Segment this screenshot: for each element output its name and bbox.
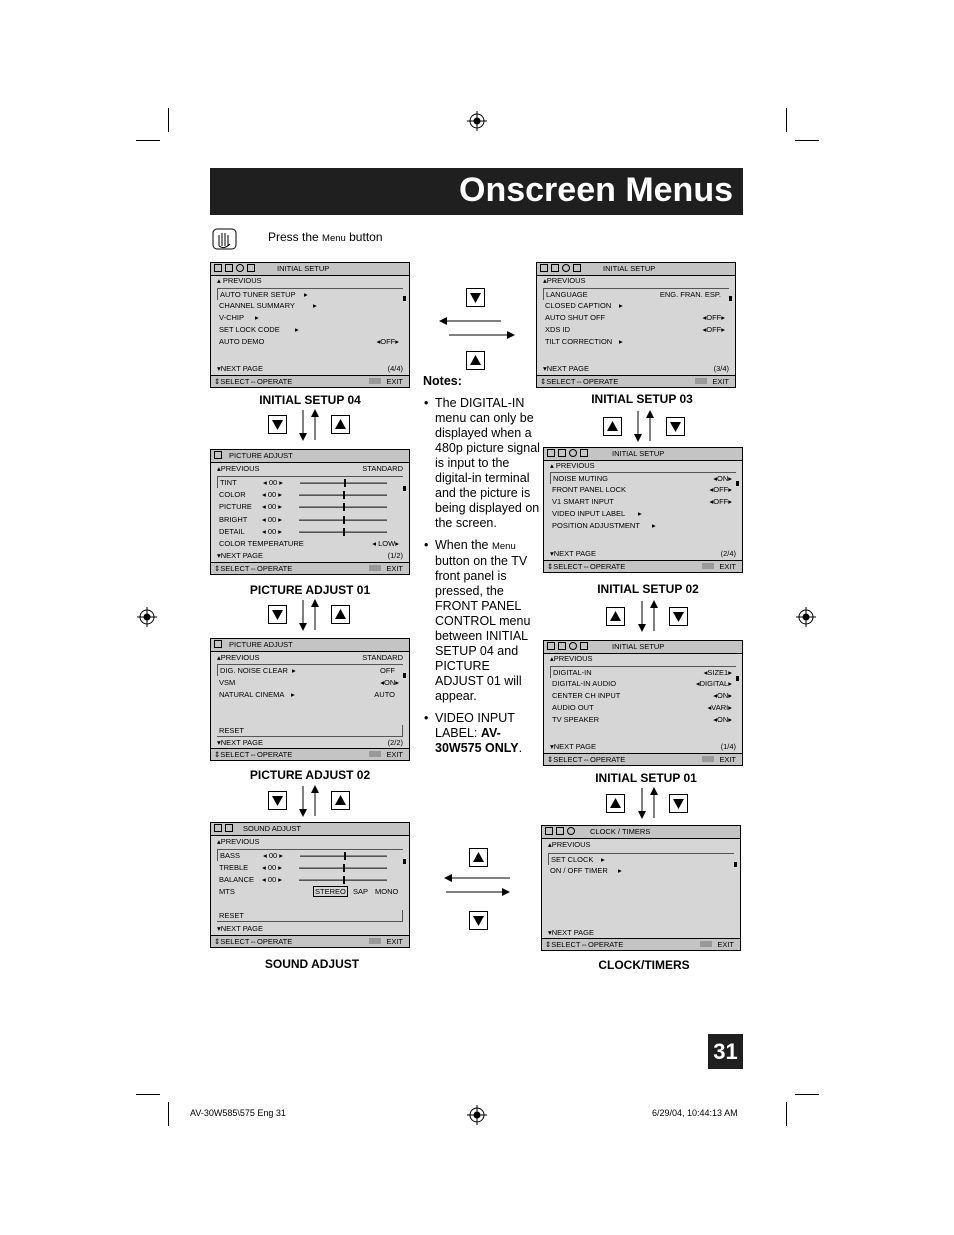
slider-label: PICTURE [219, 502, 252, 511]
slider-track[interactable] [299, 519, 387, 521]
slider-track[interactable] [299, 867, 387, 869]
down-button-icon [669, 607, 688, 626]
slider-row[interactable] [217, 526, 403, 537]
sound-adjust-menu: SOUND ADJUST ▴PREVIOUS BASS ◂ 00 ▸ TREBLE ◂ 00 ▸ BALANCE ◂ 00 ▸ MTS STEREO SAP MONO RESET ▾NEXT PAGE ⇕SELECT⇔OPERATE EXIT [210, 822, 410, 948]
up-button-icon [603, 417, 622, 436]
slider-value: ◂ 00 ▸ [262, 502, 283, 511]
up-button-icon [466, 351, 485, 370]
slider-value: ◂ 00 ▸ [262, 514, 283, 524]
slider-label: BRIGHT [219, 514, 248, 524]
crop-mark [786, 1102, 787, 1126]
menu-caption: INITIAL SETUP 04 [259, 393, 361, 407]
slider-value: ◂ 00 ▸ [263, 478, 284, 487]
menu-item[interactable]: AUDIO OUT ◂VARI▸ [552, 703, 732, 712]
vertical-arrows-icon [297, 408, 323, 442]
note-item: • The DIGITAL-IN menu can only be displayed when a 480p picture signal is input to the digital-in terminal and the picture is being displayed on the screen. [435, 396, 541, 531]
up-button-icon [331, 415, 350, 434]
initial-setup-04-menu: INITIAL SETUP ▴ PREVIOUS AUTO TUNER SETUP ▸ CHANNEL SUMMARY ▸ V-CHIP ▸ SET LOCK CODE ▸ AUTO DEMO ◂OFF▸ ▾NEXT PAGE (4/4) ⇕SELECT⇔OPERATE EXIT [210, 262, 410, 388]
initial-setup-02-menu: INITIAL SETUP ▴ PREVIOUS NOISE MUTING ◂ON▸ FRONT PANEL LOCK ◂OFF▸ V1 SMART INPUT ◂OFF▸ VIDEO INPUT LABEL ▸ POSITION ADJUSTMENT ▸ ▾NEXT PAGE (2/4) ⇕SELECT⇔OPERATE EXIT [543, 447, 743, 573]
slider-knob[interactable] [344, 479, 346, 487]
vertical-arrows-icon [636, 599, 662, 633]
menu-item[interactable]: V1 SMART INPUT ◂OFF▸ [552, 497, 732, 506]
slider-knob[interactable] [343, 528, 345, 536]
slider-label: TINT [220, 478, 237, 487]
slider-knob[interactable] [343, 516, 345, 524]
initial-setup-01-menu: INITIAL SETUP ▴PREVIOUS DIGITAL-IN ◂SIZE1▸ DIGITAL-IN AUDIO ◂DIGITAL▸ CENTER CH INPUT ◂ON▸ AUDIO OUT ◂VARI▸ TV SPEAKER ◂ON▸ ▾NEXT PAGE (1/4) ⇕SELECT⇔OPERATE EXIT [543, 640, 743, 766]
slider-knob[interactable] [343, 876, 345, 884]
menu-item[interactable]: CLOSED CAPTION ▸ [545, 301, 623, 310]
menu-item[interactable]: AUTO TUNER SETUP ▸ [217, 288, 403, 300]
initial-setup-03-menu: INITIAL SETUP ▴PREVIOUS LANGUAGE ENG. FRAN. ESP. CLOSED CAPTION ▸ AUTO SHUT OFF ◂OFF▸ XDS ID ◂OFF▸ TILT CORRECTION ▸ ▾NEXT PAGE (3/4) ⇕SELECT⇔OPERATE EXIT [536, 262, 736, 388]
menu-caption: SOUND ADJUST [264, 957, 360, 971]
slider-row[interactable] [217, 489, 403, 500]
slider-knob[interactable] [343, 503, 345, 511]
menu-item[interactable]: NOISE MUTING ◂ON▸ [550, 472, 736, 484]
menu-item[interactable]: SET CLOCK ▸ [548, 853, 734, 865]
slider-label: COLOR [219, 489, 246, 499]
up-button-icon [469, 848, 488, 867]
menu-item[interactable]: FRONT PANEL LOCK ◂OFF▸ [552, 485, 732, 494]
slider-track[interactable] [299, 879, 387, 881]
notes-heading: Notes: [423, 374, 462, 388]
slider-track[interactable] [299, 494, 387, 496]
slider-value: ◂ 00 ▸ [262, 875, 283, 884]
slider-value: ◂ 00 ▸ [263, 851, 284, 860]
down-button-icon [268, 791, 287, 810]
menu-item[interactable]: VSM ◂ON▸ [219, 678, 399, 687]
up-button-icon [606, 794, 625, 813]
menu-item[interactable]: DIG. NOISE CLEAR ▸ OFF [217, 664, 403, 676]
vertical-arrows-icon [636, 786, 662, 820]
menu-item[interactable]: POSITION ADJUSTMENT ▸ [552, 521, 656, 530]
vertical-arrows-icon [632, 409, 658, 443]
menu-item[interactable]: VIDEO INPUT LABEL ▸ [552, 509, 642, 518]
footer-right: 6/29/04, 10:44:13 AM [652, 1108, 738, 1118]
slider-track[interactable] [300, 482, 387, 484]
menu-caption: PICTURE ADJUST 01 [249, 583, 371, 597]
page-number: 31 [708, 1034, 743, 1069]
menu-item[interactable]: LANGUAGE ENG. FRAN. ESP. [543, 288, 729, 300]
crop-mark [795, 140, 819, 141]
down-button-icon [268, 605, 287, 624]
registration-mark-icon [137, 607, 157, 627]
menu-instruction: Press the Menu button [268, 230, 383, 244]
registration-mark-icon [467, 1105, 487, 1125]
slider-value: ◂ 00 ▸ [262, 527, 283, 536]
slider-value: ◂ 00 ▸ [262, 862, 283, 872]
slider-row[interactable] [217, 849, 403, 861]
slider-row[interactable] [217, 501, 403, 512]
menu-caption: INITIAL SETUP 02 [597, 582, 699, 596]
menu-item[interactable]: TV SPEAKER ◂ON▸ [552, 715, 732, 724]
slider-label: BALANCE [219, 875, 255, 884]
crop-mark [168, 1102, 169, 1126]
menu-caption: INITIAL SETUP 01 [595, 771, 697, 785]
slider-value: ◂ 00 ▸ [262, 489, 283, 499]
menu-caption: CLOCK/TIMERS [598, 958, 690, 972]
menu-item[interactable]: COLOR TEMPERATURE ◂ LOW▸ [219, 539, 399, 548]
slider-label: BASS [220, 851, 241, 860]
vertical-arrows-icon [297, 784, 323, 818]
slider-row[interactable] [217, 874, 403, 885]
slider-track[interactable] [299, 531, 387, 533]
menu-item[interactable]: NATURAL CINEMA ▸ AUTO [219, 690, 395, 699]
up-button-icon [331, 605, 350, 624]
menu-item[interactable]: CHANNEL SUMMARY ▸ [219, 301, 317, 310]
reset-item[interactable]: RESET [217, 910, 403, 922]
double-arrow-icon [437, 315, 517, 343]
up-button-icon [331, 791, 350, 810]
down-button-icon [669, 794, 688, 813]
slider-knob[interactable] [344, 852, 346, 860]
clock-timers-menu: CLOCK / TIMERS ▴PREVIOUS SET CLOCK ▸ ON / OFF TIMER ▸ ▾NEXT PAGE ⇕SELECT⇔OPERATE EXIT [541, 825, 741, 951]
slider-knob[interactable] [343, 491, 345, 499]
double-arrow-icon [442, 872, 514, 900]
down-button-icon [268, 415, 287, 434]
menu-item[interactable]: SET LOCK CODE ▸ [219, 325, 299, 334]
slider-row[interactable] [217, 514, 403, 525]
page-header [210, 168, 743, 215]
slider-label: TREBLE [219, 862, 249, 872]
slider-row[interactable] [217, 862, 403, 873]
slider-row[interactable] [217, 476, 403, 488]
down-button-icon [466, 288, 485, 307]
registration-mark-icon [467, 111, 487, 131]
crop-mark [795, 1094, 819, 1095]
menu-item[interactable]: MTS STEREO SAP MONO [219, 887, 399, 896]
note-item: • When the Menu button on the TV front panel is pressed, the FRONT PANEL CONTROL menu between INITIAL SETUP 04 and PICTURE ADJUST 01 will appear. [435, 538, 541, 704]
footer-left: AV-30W585\575 Eng 31 [190, 1108, 286, 1118]
menu-item[interactable]: DIGITAL-IN AUDIO ◂DIGITAL▸ [552, 679, 732, 688]
note-item: • VIDEO INPUT LABEL: AV-30W575 ONLY. [435, 711, 541, 756]
down-button-icon [469, 911, 488, 930]
slider-knob[interactable] [343, 864, 345, 872]
registration-mark-icon [796, 607, 816, 627]
menu-item[interactable]: DIGITAL-IN ◂SIZE1▸ [550, 666, 736, 678]
up-button-icon [606, 607, 625, 626]
vertical-arrows-icon [297, 598, 323, 632]
menu-item[interactable]: AUTO SHUT OFF ◂OFF▸ [545, 313, 725, 322]
menu-item[interactable]: ON / OFF TIMER ▸ [550, 866, 622, 875]
menu-caption: INITIAL SETUP 03 [591, 392, 693, 406]
menu-item[interactable]: CENTER CH INPUT ◂ON▸ [552, 691, 732, 700]
notes [423, 374, 541, 763]
hand-press-icon [212, 226, 238, 252]
reset-item[interactable]: RESET [217, 725, 403, 737]
slider-track[interactable] [299, 506, 387, 508]
crop-mark [786, 108, 787, 132]
down-button-icon [666, 417, 685, 436]
slider-label: DETAIL [219, 527, 245, 536]
menu-item[interactable]: AUTO DEMO ◂OFF▸ [219, 337, 399, 346]
menu-item[interactable]: TILT CORRECTION ▸ [545, 337, 623, 346]
picture-adjust-02-menu: PICTURE ADJUST ▴PREVIOUS STANDARD DIG. NOISE CLEAR ▸ OFF VSM ◂ON▸ NATURAL CINEMA ▸ AUTO RESET ▾NEXT PAGE (2/2) ⇕SELECT⇔OPERATE EXIT [210, 638, 410, 761]
menu-item[interactable]: XDS ID ◂OFF▸ [545, 325, 725, 334]
crop-mark [168, 108, 169, 132]
menu-caption: PICTURE ADJUST 02 [249, 768, 371, 782]
slider-track[interactable] [300, 855, 387, 857]
crop-mark [136, 1094, 160, 1095]
crop-mark [136, 140, 160, 141]
menu-item[interactable]: V-CHIP ▸ [219, 313, 259, 322]
picture-adjust-01-menu: PICTURE ADJUST ▴PREVIOUS STANDARD TINT ◂ 00 ▸ COLOR ◂ 00 ▸ PICTURE ◂ 00 ▸ BRIGHT ◂ 00 ▸ DETAIL ◂ 00 ▸ COLOR TEMPERATURE ◂ LOW▸ ▾NEXT PAGE (1/2) ⇕SELECT⇔OPERATE EXIT [210, 449, 410, 575]
page-title: Onscreen Menus [459, 171, 733, 209]
